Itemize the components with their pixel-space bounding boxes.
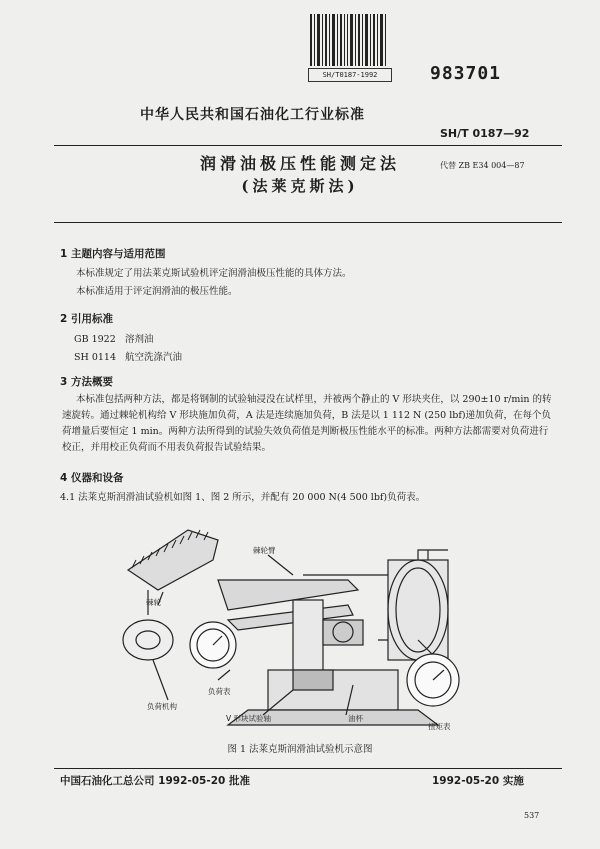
section-2-heading: 2 引用标准 xyxy=(60,313,113,325)
standard-code: SH/T 0187—92 xyxy=(440,127,530,140)
label-load-gauge: 负荷表 xyxy=(208,687,231,696)
label-ratchet-arm: 棘轮臂 xyxy=(253,546,276,555)
document-number: 983701 xyxy=(430,63,502,84)
reference-row xyxy=(74,331,154,345)
approval-line: 中国石油化工总公司 1992-05-20 批准 xyxy=(60,775,250,787)
header-rule xyxy=(54,145,562,146)
label-load-mechanism: 负荷机构 xyxy=(147,702,177,711)
title-rule xyxy=(54,222,562,223)
section-3-body: 本标准包括两种方法，都是将钢制的试验轴浸没在试样里，并被两个静止的 V 形块夹住，以 290±10 r/min 的转速旋转。通过棘轮机构给 V 形块施加负荷，A 法是连续施加负荷，B 法是以 1 112 N (250 lbf)递加负荷，在每个负荷增量后要恒定 1 min。两种方法所得到的试验失效负荷值是判断极压性能水平的标准。两种方法都需要对负荷进行校正，并用校正负荷而不用表负荷报告试验结果。 xyxy=(62,394,552,453)
effective-date: 1992-05-20 实施 xyxy=(432,775,524,787)
label-v-block: V 形块试验轴 xyxy=(226,714,272,723)
barcode-caption: SH/T0187-1992 xyxy=(308,68,392,82)
reference-title: 航空洗涤汽油 xyxy=(125,352,183,363)
label-ratchet: 棘轮 xyxy=(146,598,161,607)
section-3-heading: 3 方法概要 xyxy=(60,376,113,388)
reference-code: SH 0114 xyxy=(74,352,116,363)
page-title: 润滑油极压性能测定法 xyxy=(199,154,400,173)
footer-rule xyxy=(54,768,562,769)
reference-code: GB 1922 xyxy=(74,334,116,345)
section-1-heading: 1 主题内容与适用范围 xyxy=(60,248,166,260)
tester-illustration xyxy=(118,520,548,735)
figure-caption: 图 1 法莱克斯润滑油试验机示意图 xyxy=(227,744,373,755)
page-number: 537 xyxy=(524,811,540,820)
replaces-note: 代替 ZB E34 004—87 xyxy=(440,161,525,170)
barcode xyxy=(308,14,388,66)
reference-row xyxy=(74,349,182,363)
label-oil-cup: 油杯 xyxy=(348,714,363,723)
section-4-1-paragraph: 4.1 法莱克斯润滑油试验机如图 1、图 2 所示，并配有 20 000 N(4 500 lbf)负荷表。 xyxy=(60,492,426,503)
issuer-name: 中华人民共和国石油化工行业标准 xyxy=(140,107,365,123)
section-1-paragraph-1: 本标准规定了用法莱克斯试验机评定润滑油极压性能的具体方法。 xyxy=(76,268,352,279)
section-1-paragraph-2: 本标准适用于评定润滑油的极压性能。 xyxy=(76,286,238,297)
label-torque-gauge: 扭矩表 xyxy=(428,722,451,731)
page-subtitle: (法莱克斯法) xyxy=(241,177,359,195)
reference-title: 溶剂油 xyxy=(125,334,154,345)
section-4-heading: 4 仪器和设备 xyxy=(60,472,124,484)
